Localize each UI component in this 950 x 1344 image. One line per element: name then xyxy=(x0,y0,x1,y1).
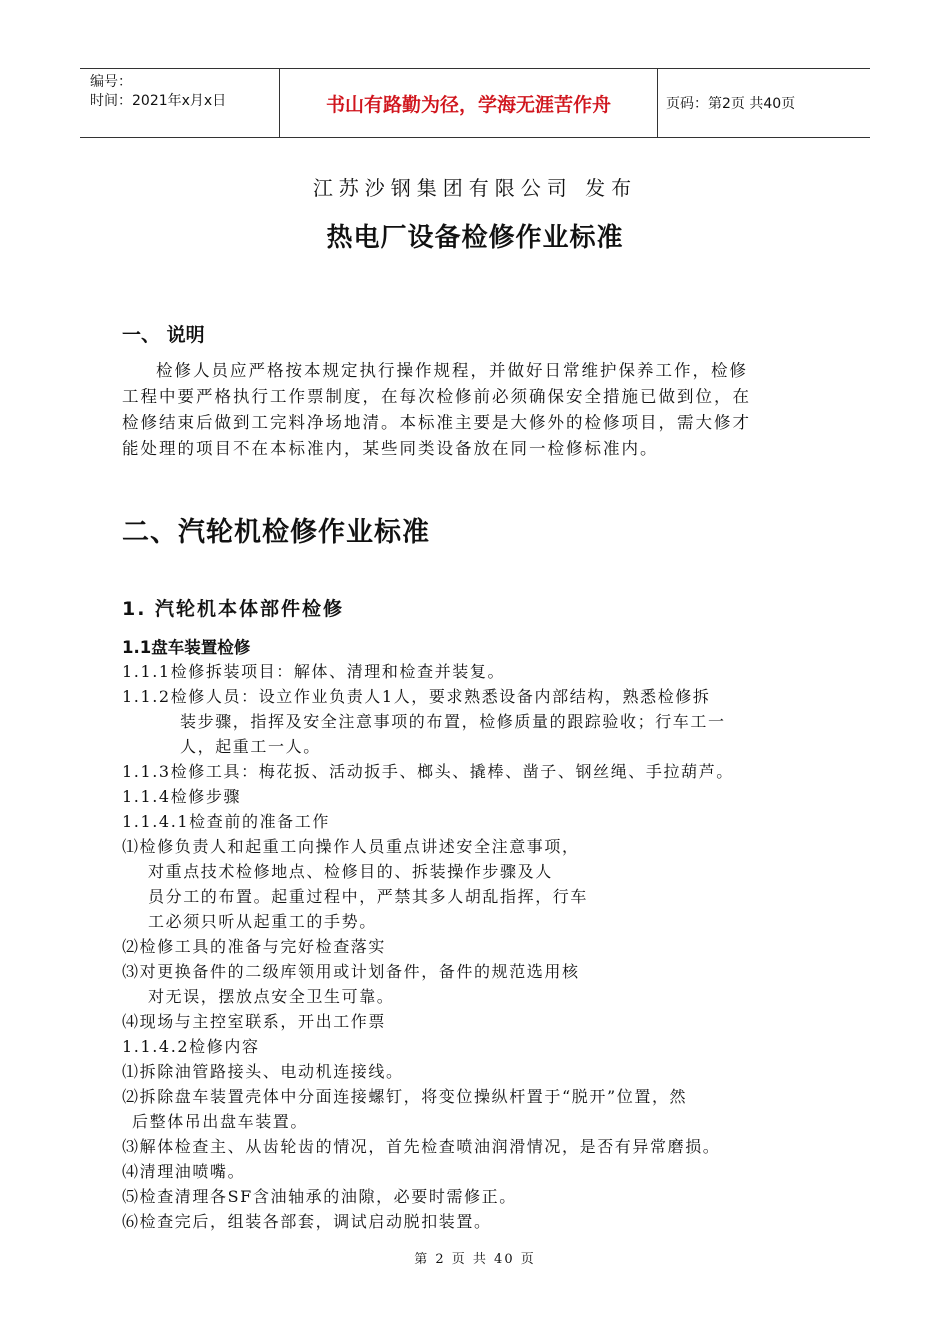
section2-heading: 二、汽轮机检修作业标准 xyxy=(122,517,430,548)
body-line: ⑵检修工具的准备与完好检查落实 xyxy=(122,937,387,956)
body-line: 后整体吊出盘车装置。 xyxy=(132,1112,309,1131)
section1-heading: 一、 说明 xyxy=(122,324,205,346)
body-line: ⑴检修负责人和起重工向操作人员重点讲述安全注意事项， xyxy=(122,837,580,856)
body-line: ⑸检查清理各SF含油轴承的油隙，必要时需修正。 xyxy=(122,1187,517,1206)
body-line: ⑹检查完后，组装各部套，调试启动脱扣装置。 xyxy=(122,1212,492,1231)
page-info: 页码：第2页 共40页 xyxy=(666,96,796,112)
paragraph-line: 检修结束后做到工完料净场地清。本标准主要是大修外的检修项目，需大修才 xyxy=(122,413,751,432)
body-line: 1.1.1检修拆装项目：解体、清理和检查并装复。 xyxy=(122,662,506,681)
body-line: 1.1.4.2检修内容 xyxy=(122,1037,260,1056)
paragraph-line: 能处理的项目不在本标准内，某些同类设备放在同一检修标准内。 xyxy=(122,439,659,458)
body-line: 装步骤，指挥及安全注意事项的布置，检修质量的跟踪验收；行车工一 xyxy=(180,712,726,731)
body-line: 对无误，摆放点安全卫生可靠。 xyxy=(148,987,395,1006)
page-footer: 第 2 页 共 40 页 xyxy=(414,1252,536,1267)
header-meta-cell xyxy=(80,69,280,137)
subsection-heading: 1. 汽轮机本体部件检修 xyxy=(122,598,345,620)
motto: 书山有路勤为径，学海无涯苦作舟 xyxy=(280,69,658,137)
body-line: ⑴拆除油管路接头、电动机连接线。 xyxy=(122,1062,404,1081)
paragraph-line: 工程中要严格执行工作票制度，在每次检修前必须确保安全措施已做到位，在 xyxy=(122,387,751,406)
document-title: 热电厂设备检修作业标准 xyxy=(326,223,624,253)
body-line: ⑷清理油喷嘴。 xyxy=(122,1162,246,1181)
body-line: 对重点技术检修地点、检修目的、拆装操作步骤及人 xyxy=(148,862,553,881)
body-line: 工必须只听从起重工的手势。 xyxy=(148,912,377,931)
body-line: ⑷现场与主控室联系，开出工作票 xyxy=(122,1012,387,1031)
body-line: 人，起重工一人。 xyxy=(180,737,321,756)
body-line: ⑶对更换备件的二级库领用或计划备件，备件的规范选用核 xyxy=(122,962,580,981)
body-line: 1.1.4检修步骤 xyxy=(122,787,242,806)
header-table xyxy=(80,68,870,138)
body-line: 员分工的布置。起重过程中，严禁其多人胡乱指挥，行车 xyxy=(148,887,589,906)
body-line: ⑵拆除盘车装置壳体中分面连接螺钉，将变位操纵杆置于“脱开”位置，然 xyxy=(122,1087,688,1106)
time-label: 时间：2021年x月x日 xyxy=(90,93,227,109)
subsubsection-heading: 1.1盘车装置检修 xyxy=(122,638,251,657)
body-line: 1.1.2检修人员：设立作业负责人1人，要求熟悉设备内部结构，熟悉检修拆 xyxy=(122,687,711,706)
section1-paragraph xyxy=(122,358,828,462)
body-line: 1.1.4.1检查前的准备工作 xyxy=(122,812,330,831)
body-line: 1.1.3检修工具：梅花扳、活动扳手、榔头、撬棒、凿子、钢丝绳、手拉葫芦。 xyxy=(122,762,734,781)
body-line: ⑶解体检查主、从齿轮齿的情况，首先检查喷油润滑情况，是否有异常磨损。 xyxy=(122,1137,721,1156)
paragraph-line: 检修人员应严格按本规定执行操作规程，并做好日常维护保养工作，检修 xyxy=(156,361,748,380)
publisher: 江苏沙钢集团有限公司 发布 xyxy=(312,176,638,200)
number-label: 编号： xyxy=(90,74,132,90)
